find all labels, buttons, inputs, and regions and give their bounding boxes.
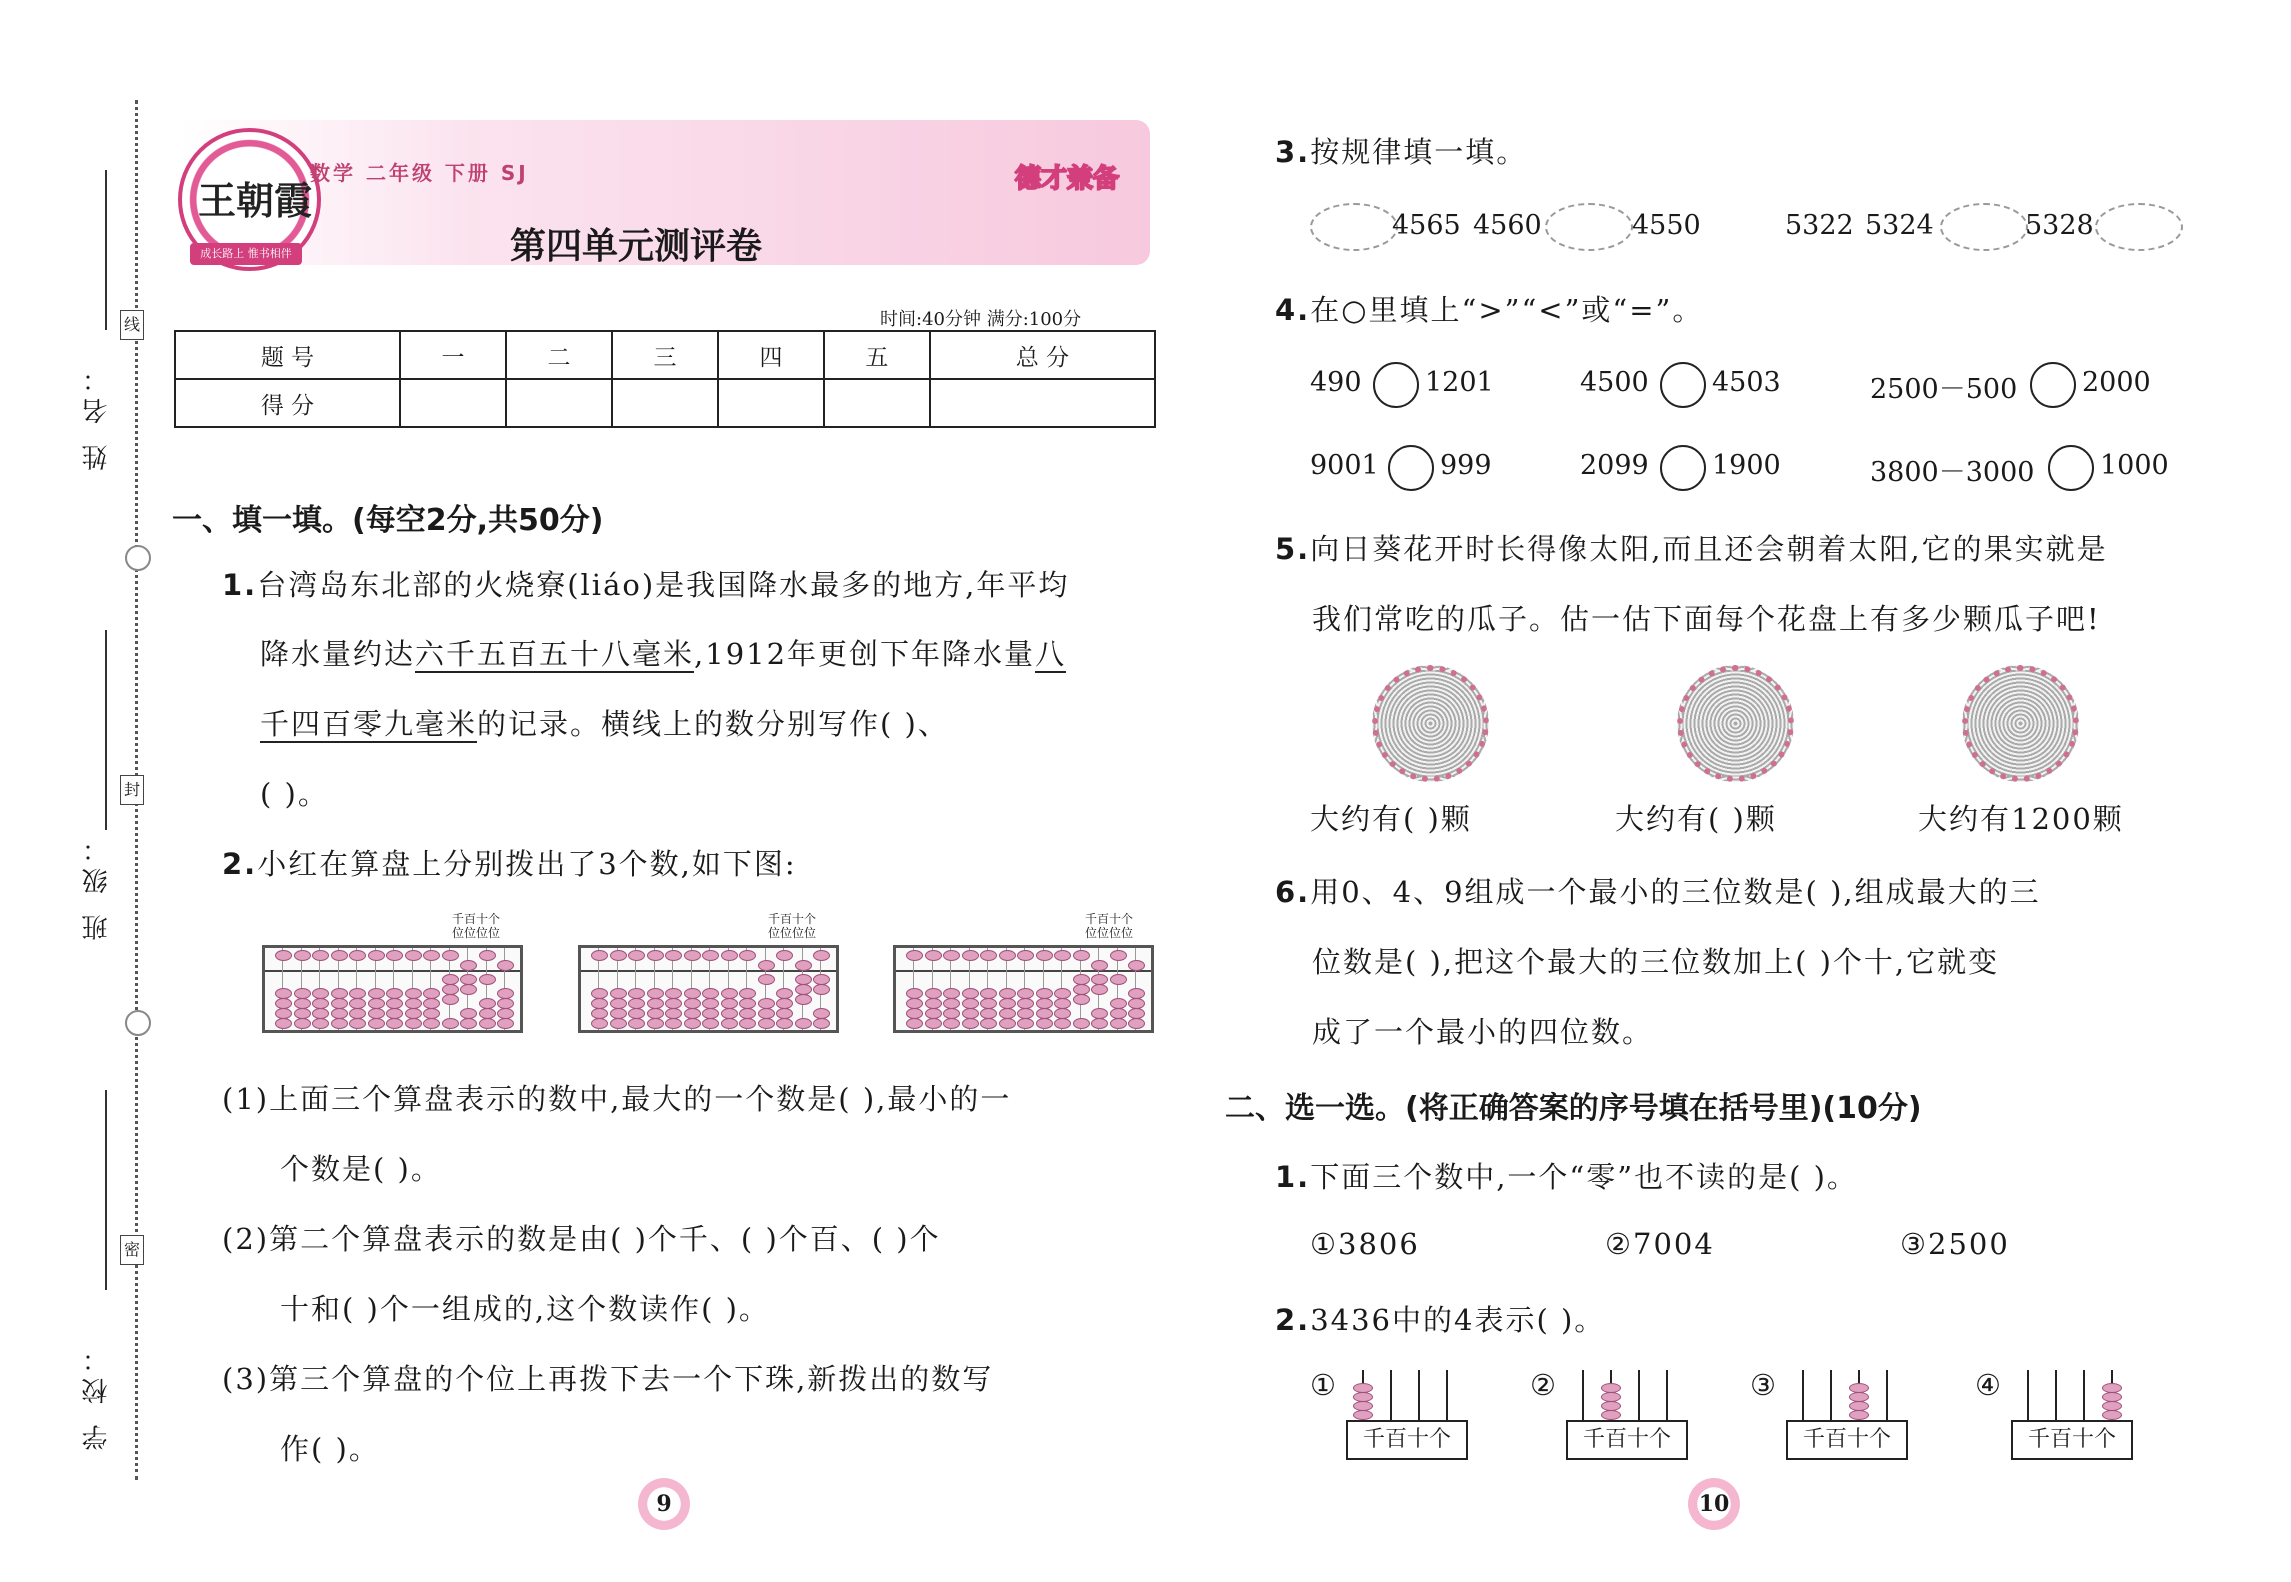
abacus-bead — [1054, 1018, 1071, 1029]
abacus-bead — [795, 1018, 812, 1029]
abacus-bead — [1091, 1018, 1108, 1029]
compare-left: 9001 — [1310, 450, 1379, 481]
abacus-bead — [1091, 984, 1108, 995]
compare-left: 4500 — [1580, 367, 1649, 398]
counter-rod — [1418, 1370, 1420, 1420]
counter-rod — [1582, 1370, 1584, 1420]
name-label: 姓 名： — [82, 360, 112, 471]
q5-text: 向日葵花开时长得像太阳,而且还会朝着太阳,它的果实就是 — [1310, 532, 2108, 566]
q5-answer: 大约有( )颗 — [1615, 802, 1777, 836]
abacus-bead — [368, 950, 385, 961]
logo-text: 王朝霞 — [198, 178, 313, 223]
abacus-bead — [610, 1018, 627, 1029]
abacus-bead — [665, 950, 682, 961]
counter-rod — [1666, 1370, 1668, 1420]
q1-line-1 — [222, 563, 1069, 604]
place-label-top: 千百十个 — [1085, 912, 1134, 926]
class-label: 班 级： — [82, 830, 112, 941]
place-value-box: 千百十个 — [1346, 1420, 1468, 1460]
q2-text: 小红在算盘上分别拨出了3个数,如下图: — [257, 847, 797, 881]
q5-line-1 — [1275, 527, 2108, 568]
score-entry-cell[interactable] — [824, 379, 930, 427]
q4-line — [1275, 288, 1703, 329]
abacus-bead — [1073, 1018, 1090, 1029]
compare-circle[interactable] — [1660, 362, 1706, 408]
abacus-bead — [423, 1018, 440, 1029]
abacus-bead — [1110, 974, 1127, 985]
compare-circle[interactable] — [1388, 445, 1434, 491]
counter-rod — [1886, 1370, 1888, 1420]
c1-text: 下面三个数中,一个“零”也不读的是( )。 — [1310, 1160, 1858, 1194]
counter-rod — [1830, 1370, 1832, 1420]
sequence-number: 4550 — [1632, 210, 1701, 241]
q4-text: 在○里填上“>”“<”或“=”。 — [1310, 293, 1704, 327]
counter-rod — [1390, 1370, 1392, 1420]
q5-answer: 大约有1200颗 — [1918, 802, 2124, 836]
school-label: 学 校： — [82, 1340, 112, 1451]
place-value-box: 千百十个 — [2011, 1420, 2133, 1460]
abacus-bead — [628, 950, 645, 961]
counter-bead — [2102, 1410, 2122, 1420]
question-number: 2. — [1275, 1303, 1311, 1337]
abacus-bead — [758, 974, 775, 985]
place-label-top: 千百十个 — [768, 912, 817, 926]
abacus-bead — [331, 1018, 348, 1029]
counter-rod — [2027, 1370, 2029, 1420]
abacus-bead — [460, 984, 477, 995]
punch-hole-icon — [125, 545, 151, 571]
table-cell: 四 — [718, 331, 824, 379]
name-underline — [105, 170, 107, 330]
abacus-bead — [1073, 950, 1090, 961]
question-number: 6. — [1275, 875, 1311, 909]
underlined-number: 千四百零九毫米 — [260, 707, 478, 741]
abacus-bead — [906, 950, 923, 961]
abacus-bead — [423, 950, 440, 961]
q2-1-line-b: 个数是( )。 — [280, 1152, 442, 1186]
place-value-box: 千百十个 — [1566, 1420, 1688, 1460]
question-number: 1. — [1275, 1160, 1311, 1194]
c2-option-label[interactable]: ① — [1310, 1368, 1338, 1402]
table-cell: 一 — [400, 331, 506, 379]
q1-line-3 — [260, 702, 949, 743]
abacus-bead — [721, 950, 738, 961]
c2-option-label[interactable]: ④ — [1975, 1368, 2003, 1402]
abacus-bead — [795, 994, 812, 1005]
q3-text: 按规律填一填。 — [1310, 135, 1528, 169]
q2-1-line-a: (1)上面三个算盘表示的数中,最大的一个数是( ),最小的一 — [222, 1082, 1012, 1116]
sunflower-image — [1962, 665, 2079, 782]
abacus-bead — [943, 1018, 960, 1029]
abacus-bead — [647, 1018, 664, 1029]
abacus-bead — [1073, 994, 1090, 1005]
abacus-1 — [262, 945, 523, 1033]
abacus-bead — [628, 1018, 645, 1029]
q1-text: 台湾岛东北部的火烧寮(liáo)是我国降水最多的地方,年平均 — [257, 568, 1070, 602]
counter-bead — [1601, 1410, 1621, 1420]
q2-2-line-a: (2)第二个算盘表示的数是由( )个千、( )个百、( )个 — [222, 1222, 941, 1256]
sequence-blank[interactable] — [1310, 203, 1398, 251]
abacus-bead — [460, 960, 477, 971]
q6-line-2: 位数是( ),把这个最大的三位数加上( )个十,它就变 — [1312, 945, 2000, 979]
sunflower-image — [1677, 665, 1794, 782]
abacus-bead — [610, 950, 627, 961]
q1-text: 的记录。横线上的数分别写作( )、 — [477, 707, 949, 741]
abacus-bead — [776, 950, 793, 961]
abacus-bead — [999, 950, 1016, 961]
abacus-bead — [442, 1018, 459, 1029]
abacus-3 — [893, 945, 1154, 1033]
abacus-bead — [684, 1018, 701, 1029]
c1-line — [1275, 1155, 1858, 1196]
abacus-bead — [294, 950, 311, 961]
c1-option[interactable]: ①3806 — [1310, 1227, 1420, 1261]
abacus-bead — [442, 994, 459, 1005]
abacus-place-label — [452, 912, 500, 940]
score-entry-cell[interactable] — [400, 379, 506, 427]
c1-option[interactable]: ③2500 — [1900, 1227, 2010, 1261]
place-label-top: 千百十个 — [452, 912, 501, 926]
abacus-bead — [702, 950, 719, 961]
q6-line-1 — [1275, 870, 2041, 911]
abacus-bead — [368, 1018, 385, 1029]
abacus-bead — [776, 1018, 793, 1029]
place-label-bottom: 位位位位 — [1085, 926, 1134, 940]
abacus-bead — [813, 1018, 830, 1029]
q1-line-2 — [260, 632, 1066, 673]
abacus-2 — [578, 945, 839, 1033]
score-table — [174, 330, 1156, 428]
q1-text: ,1912年更创下年降水量 — [694, 637, 1036, 671]
seal-line-mark: 线 — [120, 310, 144, 340]
abacus-place-label — [1085, 912, 1133, 940]
abacus-bead — [1128, 1018, 1145, 1029]
abacus-bead — [312, 1018, 329, 1029]
table-cell: 题 号 — [175, 331, 400, 379]
abacus-bead — [312, 950, 329, 961]
underlined-number: 六千五百五十八毫米 — [415, 637, 695, 671]
c1-option[interactable]: ②7004 — [1605, 1227, 1715, 1261]
abacus-bead — [980, 1018, 997, 1029]
abacus-bead — [331, 950, 348, 961]
compare-right: 1000 — [2100, 450, 2169, 481]
abacus-bead — [925, 1018, 942, 1029]
abacus-bead — [665, 1018, 682, 1029]
abacus-bead — [813, 984, 830, 995]
score-entry-cell[interactable] — [612, 379, 718, 427]
compare-circle[interactable] — [1373, 362, 1419, 408]
question-number: 4. — [1275, 293, 1311, 327]
abacus-bead — [386, 1018, 403, 1029]
compare-right: 1900 — [1712, 450, 1781, 481]
question-number: 3. — [1275, 135, 1311, 169]
question-number: 2. — [222, 847, 258, 881]
abacus-bead — [1110, 950, 1127, 961]
abacus-bead — [999, 1018, 1016, 1029]
abacus-bead — [1110, 1018, 1127, 1029]
abacus-bead — [758, 1018, 775, 1029]
place-label-bottom: 位位位位 — [768, 926, 817, 940]
abacus-bead — [906, 1018, 923, 1029]
abacus-bead — [702, 1018, 719, 1029]
school-underline — [105, 1090, 107, 1290]
q5-answer: 大约有( )颗 — [1310, 802, 1472, 836]
sequence-number: 5324 — [1865, 210, 1934, 241]
abacus-bead — [1054, 950, 1071, 961]
abacus-bead — [460, 1018, 477, 1029]
score-entry-cell[interactable] — [930, 379, 1155, 427]
page-title: 第四单元测评卷 — [510, 226, 763, 267]
abacus-bead — [647, 950, 664, 961]
sequence-blank[interactable] — [1940, 203, 2028, 251]
counter-bead — [1849, 1410, 1869, 1420]
abacus-bead — [497, 960, 514, 971]
abacus-bead — [1017, 1018, 1034, 1029]
counter-bead — [1353, 1410, 1373, 1420]
abacus-bead — [275, 950, 292, 961]
abacus-bead — [684, 950, 701, 961]
section-2-heading: 二、选一选。(将正确答案的序号填在括号里)(10分) — [1225, 1091, 1922, 1126]
compare-circle[interactable] — [1660, 445, 1706, 491]
abacus-bead — [925, 950, 942, 961]
abacus-bead — [591, 950, 608, 961]
c2-option-label[interactable]: ② — [1530, 1368, 1558, 1402]
abacus-bead — [739, 1018, 756, 1029]
abacus-bead — [980, 950, 997, 961]
compare-circle[interactable] — [2030, 362, 2076, 408]
abacus-bead — [1128, 960, 1145, 971]
page-number-right: 10 — [1688, 1478, 1740, 1530]
abacus-bead — [739, 950, 756, 961]
logo-ribbon: 成长路上 惟书相伴 — [190, 243, 302, 265]
place-label-bottom: 位位位位 — [452, 926, 501, 940]
abacus-bead — [1091, 960, 1108, 971]
seal-secret-mark: 密 — [120, 1235, 144, 1265]
abacus-bead — [962, 950, 979, 961]
class-underline — [105, 630, 107, 830]
abacus-bead — [479, 1018, 496, 1029]
abacus-bead — [349, 950, 366, 961]
subject-info: 数学 二年级 下册 SJ — [310, 161, 529, 185]
table-cell: 二 — [506, 331, 612, 379]
counter-rod — [2083, 1370, 2085, 1420]
motto-badge: 德才兼备 — [1015, 164, 1120, 194]
abacus-bead — [721, 1018, 738, 1029]
page-number-left: 9 — [638, 1478, 690, 1530]
sequence-number: 4565 — [1392, 210, 1461, 241]
abacus-bead — [405, 950, 422, 961]
q2-3-line-b: 作( )。 — [280, 1432, 380, 1466]
sunflower-image — [1372, 665, 1489, 782]
sequence-blank[interactable] — [2095, 203, 2183, 251]
compare-circle[interactable] — [2048, 445, 2094, 491]
compare-left: 2500－500 — [1870, 374, 2018, 405]
q6-text: 用0、4、9组成一个最小的三位数是( ),组成最大的三 — [1310, 875, 2041, 909]
abacus-bead — [294, 1018, 311, 1029]
c2-text: 3436中的4表示( )。 — [1310, 1303, 1606, 1337]
time-info: 时间:40分钟 满分:100分 — [880, 309, 1082, 330]
punch-hole-icon — [125, 1010, 151, 1036]
q2-line — [222, 842, 797, 883]
abacus-bead — [962, 1018, 979, 1029]
q5-line-2: 我们常吃的瓜子。估一估下面每个花盘上有多少颗瓜子吧! — [1312, 602, 2101, 636]
abacus-bead — [405, 1018, 422, 1029]
question-number: 1. — [222, 568, 258, 602]
q2-3-line-a: (3)第三个算盘的个位上再拨下去一个下珠,新拨出的数写 — [222, 1362, 994, 1396]
place-value-box: 千百十个 — [1786, 1420, 1908, 1460]
compare-right: 2000 — [2082, 367, 2151, 398]
abacus-bead — [1036, 950, 1053, 961]
q1-text: 降水量约达 — [260, 637, 416, 671]
sequence-blank[interactable] — [1545, 203, 1633, 251]
abacus-bead — [479, 950, 496, 961]
c2-line — [1275, 1298, 1605, 1339]
compare-left: 2099 — [1580, 450, 1649, 481]
abacus-bead — [1017, 950, 1034, 961]
abacus-bead — [497, 1018, 514, 1029]
section-1-heading: 一、填一填。(每空2分,共50分) — [172, 503, 604, 538]
table-cell: 五 — [824, 331, 930, 379]
sequence-number: 5328 — [2025, 210, 2094, 241]
table-cell: 总 分 — [930, 331, 1155, 379]
table-cell: 三 — [612, 331, 718, 379]
counter-rod — [1446, 1370, 1448, 1420]
counter-rod — [1638, 1370, 1640, 1420]
sequence-number: 4560 — [1473, 210, 1542, 241]
abacus-bead — [386, 950, 403, 961]
abacus-bead — [813, 950, 830, 961]
table-cell: 得 分 — [175, 379, 400, 427]
seal-seal-mark: 封 — [120, 775, 144, 805]
underlined-number: 八 — [1035, 637, 1067, 671]
q1-line-4: ( )。 — [260, 777, 329, 811]
q2-2-line-b: 十和( )个一组成的,这个数读作( )。 — [280, 1292, 770, 1326]
compare-right: 4503 — [1712, 367, 1781, 398]
c2-option-label[interactable]: ③ — [1750, 1368, 1778, 1402]
abacus-bead — [758, 960, 775, 971]
compare-left: 3800－3000 — [1870, 457, 2035, 488]
abacus-bead — [479, 974, 496, 985]
abacus-bead — [795, 960, 812, 971]
abacus-bead — [442, 950, 459, 961]
counter-rod — [2055, 1370, 2057, 1420]
compare-right: 1201 — [1425, 367, 1494, 398]
abacus-bead — [349, 1018, 366, 1029]
score-table-score-row — [175, 379, 1155, 427]
sequence-number: 5322 — [1785, 210, 1854, 241]
score-entry-cell[interactable] — [506, 379, 612, 427]
compare-left: 490 — [1310, 367, 1362, 398]
abacus-bead — [275, 1018, 292, 1029]
abacus-bead — [1036, 1018, 1053, 1029]
compare-right: 999 — [1440, 450, 1492, 481]
score-entry-cell[interactable] — [718, 379, 824, 427]
abacus-bead — [591, 1018, 608, 1029]
question-number: 5. — [1275, 532, 1311, 566]
counter-rod — [1802, 1370, 1804, 1420]
q6-line-3: 成了一个最小的四位数。 — [1312, 1015, 1654, 1049]
abacus-place-label — [768, 912, 816, 940]
q3-line — [1275, 130, 1527, 171]
score-table-header-row — [175, 331, 1155, 379]
abacus-bead — [943, 950, 960, 961]
